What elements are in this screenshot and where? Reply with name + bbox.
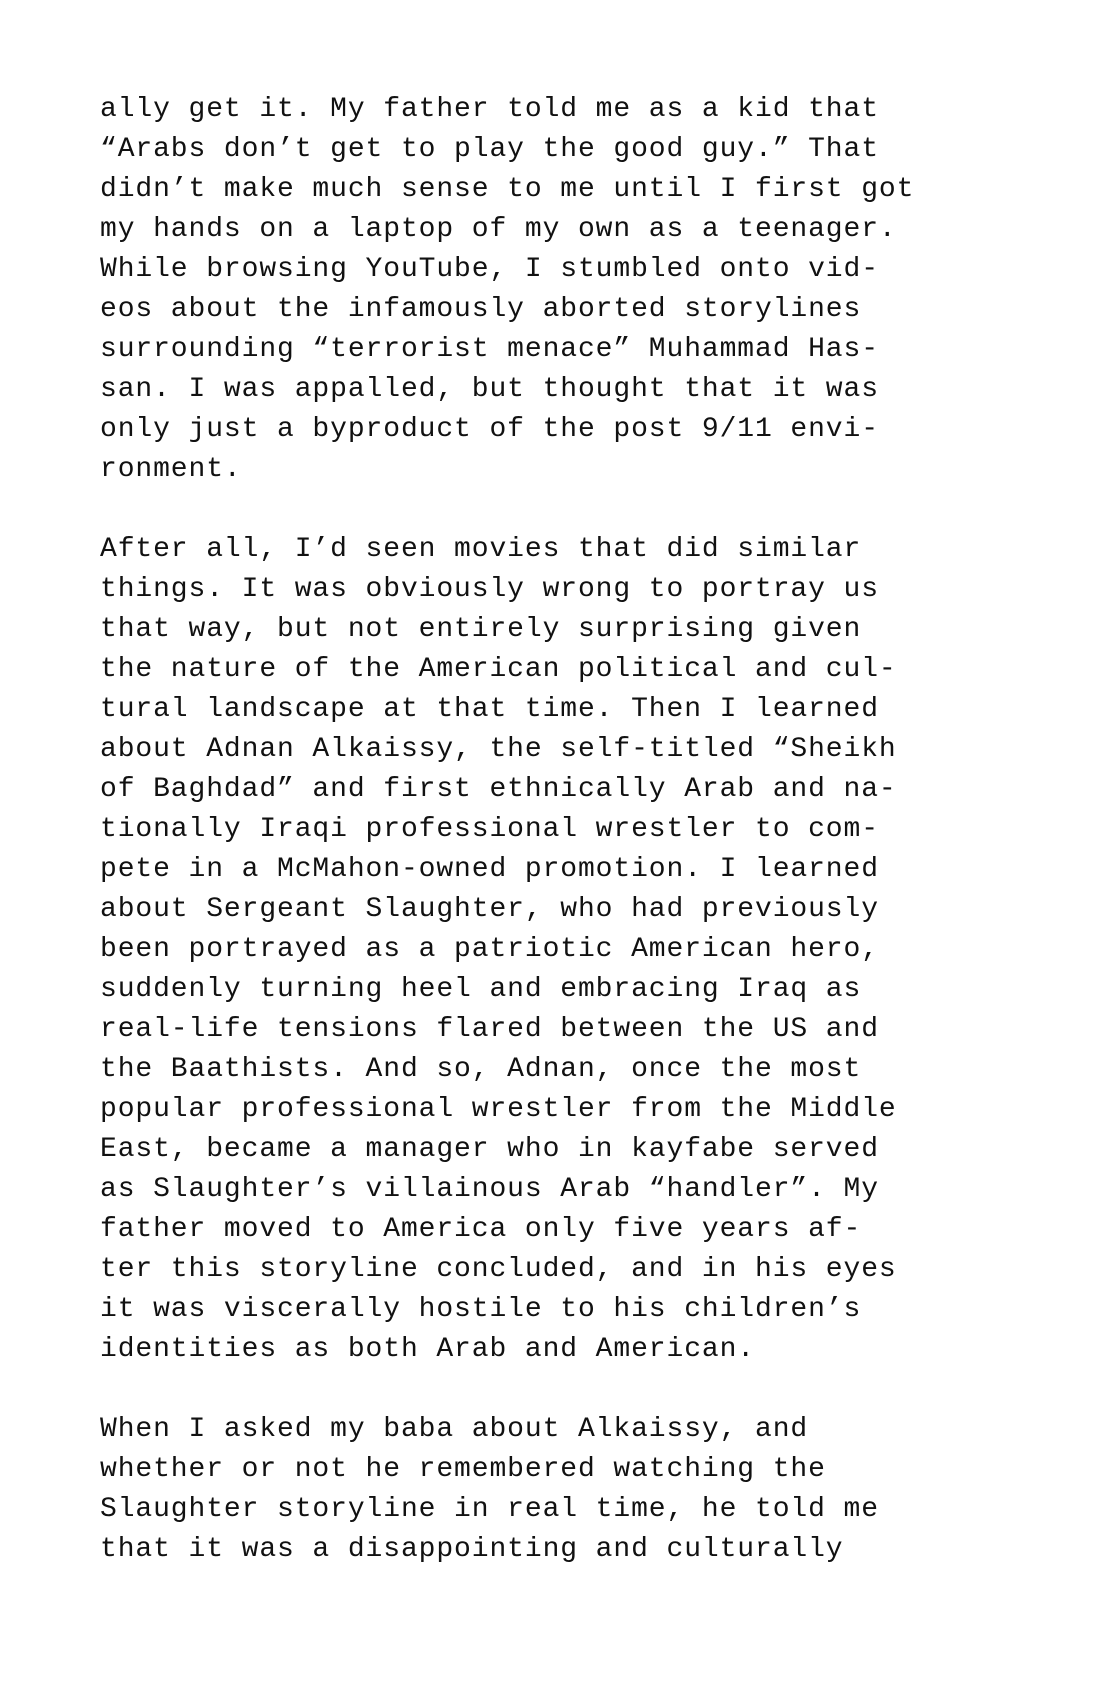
text-line: surrounding “terrorist menace” Muhammad Has- [100, 334, 879, 365]
text-line: ally get it. My father told me as a kid that [100, 94, 879, 125]
text-line: ter this storyline concluded, and in his eyes [100, 1254, 897, 1285]
text-line: only just a byproduct of the post 9/11 envi- [100, 414, 879, 445]
text-line: the nature of the American political and cul- [100, 654, 897, 685]
text-line: that it was a disappointing and culturally [100, 1534, 844, 1565]
paragraph-2 [100, 530, 1020, 1370]
text-line: tionally Iraqi professional wrestler to com- [100, 814, 879, 845]
text-line: identities as both Arab and American. [100, 1334, 756, 1365]
text-line: san. I was appalled, but thought that it was [100, 374, 879, 405]
text-line: didn’t make much sense to me until I first got [100, 174, 915, 205]
text-line: eos about the infamously aborted storylines [100, 294, 862, 325]
text-line: of Baghdad” and first ethnically Arab and na- [100, 774, 897, 805]
text-line: real-life tensions flared between the US and [100, 1014, 879, 1045]
text-line: things. It was obviously wrong to portray us [100, 574, 879, 605]
text-line: been portrayed as a patriotic American hero, [100, 934, 879, 965]
text-line: about Adnan Alkaissy, the self-titled “Sheikh [100, 734, 897, 765]
paragraph-1 [100, 90, 1020, 490]
text-line: my hands on a laptop of my own as a teenager. [100, 214, 897, 245]
text-line: the Baathists. And so, Adnan, once the most [100, 1054, 862, 1085]
text-line: that way, but not entirely surprising given [100, 614, 862, 645]
text-line: While browsing YouTube, I stumbled onto vid- [100, 254, 879, 285]
text-line: Slaughter storyline in real time, he told me [100, 1494, 879, 1525]
text-line: After all, I’d seen movies that did similar [100, 534, 862, 565]
text-line: as Slaughter’s villainous Arab “handler”. My [100, 1174, 879, 1205]
text-line: suddenly turning heel and embracing Iraq as [100, 974, 862, 1005]
text-line: father moved to America only five years af- [100, 1214, 862, 1245]
text-line: East, became a manager who in kayfabe served [100, 1134, 879, 1165]
text-line: popular professional wrestler from the Middle [100, 1094, 897, 1125]
document-page [100, 90, 1020, 1610]
text-line: tural landscape at that time. Then I learned [100, 694, 879, 725]
text-line: whether or not he remembered watching the [100, 1454, 826, 1485]
text-line: ronment. [100, 454, 242, 485]
text-line: When I asked my baba about Alkaissy, and [100, 1414, 809, 1445]
text-line: about Sergeant Slaughter, who had previously [100, 894, 879, 925]
paragraph-3 [100, 1410, 1020, 1570]
text-line: pete in a McMahon-owned promotion. I learned [100, 854, 879, 885]
text-line: it was viscerally hostile to his children’s [100, 1294, 862, 1325]
text-line: “Arabs don’t get to play the good guy.” That [100, 134, 879, 165]
